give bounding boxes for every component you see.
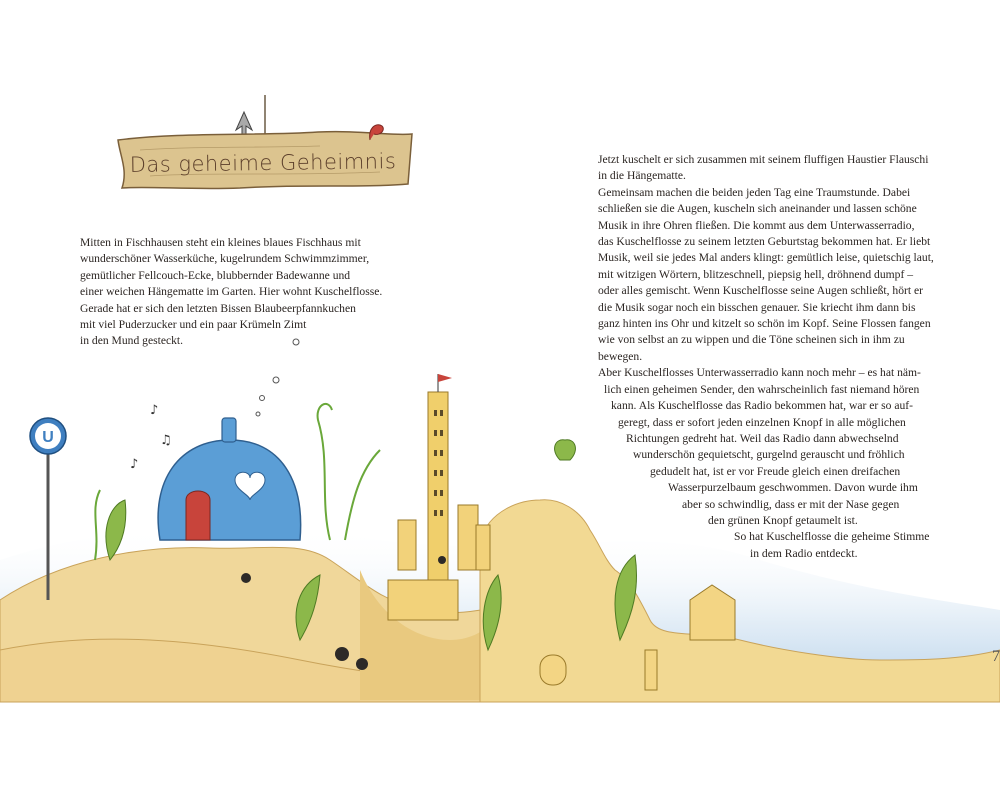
fish-house <box>158 418 301 540</box>
text-line: den grünen Knopf getaumelt ist. <box>708 513 858 527</box>
svg-text:♫: ♫ <box>160 433 172 448</box>
text-line: aber so schwindlig, dass er mit der Nase gegen <box>682 497 900 511</box>
text-line: das Kuschelflosse zu seinem letzten Geburtstag bekommen hat. Er liebt <box>598 235 931 249</box>
text-line: mit witzigen Wörtern, blitzeschnell, piepsig hell, dröhnend dumpf – <box>598 267 914 281</box>
text-line: Gerade hat er sich den letzten Bissen Blaubeerpfannkuchen <box>80 301 356 315</box>
text-line: mit viel Puderzucker und ein paar Krümeln Zimt <box>80 318 307 332</box>
text-line: lich einen geheimen Sender, den wahrscheinlich fast niemand hören <box>604 382 920 396</box>
right-page-text <box>598 152 978 562</box>
text-line: Musik in ihre Ohren fließen. Die kommt aus dem Unterwasserradio, <box>598 218 915 232</box>
text-line: wunderschön gequietscht, gurgelnd gerauscht und fröhlich <box>633 448 905 462</box>
text-line: So hat Kuschelflosse die geheime Stimme <box>734 530 930 544</box>
text-line: die Musik sogar noch ein bisschen genauer. Sie kriecht ihm dann bis <box>598 300 916 314</box>
text-line: gedudelt hat, ist er vor Freude gleich einen dreifachen <box>650 464 901 478</box>
text-line: Gemeinsam machen die beiden jeden Tag eine Traumstunde. Dabei <box>598 185 911 199</box>
text-line: Richtungen gedreht hat. Weil das Radio dann abwechselnd <box>626 431 899 445</box>
text-line: wunderschöner Wasserküche, kugelrundem Schwimmzimmer, <box>80 252 370 266</box>
text-line: Aber Kuschelflosses Unterwasserradio kann noch mehr – es hat näm- <box>598 366 921 380</box>
music-notes <box>130 403 172 472</box>
svg-text:♪: ♪ <box>150 403 159 418</box>
text-line: Jetzt kuschelt er sich zusammen mit seinem fluffigen Haustier Flauschi <box>598 153 929 166</box>
text-line: schließen sie die Augen, kuscheln sich aneinander und lassen schöne <box>598 202 917 216</box>
text-line: in die Hängematte. <box>598 169 686 183</box>
stop-sign-letter: U <box>42 429 54 446</box>
svg-text:♪: ♪ <box>130 457 139 472</box>
bubbles <box>256 339 299 416</box>
chapter-title: Das geheime Geheimnis <box>129 149 397 177</box>
text-line: wie von selbst an zu wippen und die Töne scheinen sich in ihm zu <box>598 333 905 347</box>
text-line: in dem Radio entdeckt. <box>750 546 858 560</box>
text-line: oder alles gemischt. Wenn Kuschelflosse seine Augen schließt, hört er <box>598 284 924 298</box>
tall-tower <box>428 374 452 582</box>
text-line: Mitten in Fischhausen steht ein kleines blaues Fischhaus mit <box>80 236 361 249</box>
left-page-text <box>80 235 420 350</box>
text-line: in den Mund gesteckt. <box>80 334 184 348</box>
text-line: einer weichen Hängematte im Garten. Hier wohnt Kuschelflosse. <box>80 285 383 299</box>
page-number: 7 <box>992 648 1000 665</box>
text-line: Wasserpurzelbaum geschwommen. Davon wurde ihm <box>668 481 918 495</box>
text-line: bewegen. <box>598 349 643 363</box>
text-line: kann. Als Kuschelflosse das Radio bekommen hat, war er so auf- <box>611 399 914 413</box>
text-line: Musik, weil sie jedes Mal anders klingt: gemütlich leise, quietschig laut, <box>598 251 934 265</box>
text-line: ganz hinten ins Ohr und kitzelt so schön im Kopf. Seine Flossen fangen <box>598 317 931 331</box>
text-line: gemütlicher Fellcouch-Ecke, blubbernder Badewanne und <box>80 268 351 282</box>
text-line: geregt, dass er sofort jeden einzelnen Knopf in alle möglichen <box>618 415 906 429</box>
